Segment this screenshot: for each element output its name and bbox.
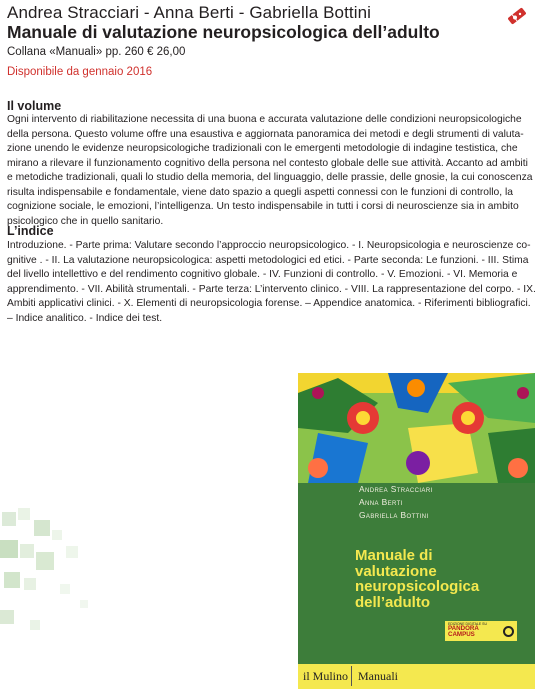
volume-heading: Il volume <box>7 99 62 113</box>
volume-description <box>7 113 537 229</box>
pandora-caption: EDIZIONE DIGITALE SU <box>448 622 488 626</box>
index-line: del livello intellettivo e del rendimento cognitivo globale. - IV. Funzioni di controllo. - V. Emozioni. - VI. Memoria e <box>7 269 518 280</box>
availability-note: Disponibile da gennaio 2016 <box>7 66 153 78</box>
index-line: – Indice analitico. - Indice dei test. <box>7 312 163 324</box>
decorative-squares <box>0 500 130 700</box>
cover-title-line: Manuale di <box>355 547 433 564</box>
cover-collana: Manuali <box>358 669 398 683</box>
series-info: Collana «Manuali» pp. 260 € 26,00 <box>7 46 186 58</box>
index-line: Introduzione. - Parte prima: Valutare secondo l’approccio neuropsicologico. - I. Neuropsicologia e neuroscienze co- <box>7 240 531 251</box>
cover-author: Gabriella Bottini <box>359 510 429 520</box>
volume-line: della persona. Questo volume offre una esaustiva e aggiornata panoramica dei metodi e degli strumenti di valuta- <box>7 128 524 140</box>
cover-author: Andrea Stracciari <box>359 484 433 494</box>
bar-divider <box>351 666 352 686</box>
pandora-campus-badge <box>445 621 517 641</box>
volume-line: Ogni intervento di riabilitazione necessita di una buona e accurata valutazione delle condizioni neuropsicologiche <box>7 114 522 125</box>
index-heading: L’indice <box>7 224 54 238</box>
cover-title-line: valutazione <box>355 562 437 580</box>
index-line: gnitive . - II. La valutazione neuropsicologica: aspetti metodologici ed etici. - Parte seconda: Le funzioni. - III. Stima <box>7 254 529 266</box>
publisher-logo-icon <box>505 4 529 28</box>
pandora-name-line: PANDORA <box>448 625 479 632</box>
cover-bottom-bar <box>298 664 535 689</box>
volume-line: e metodiche tradizionali, quali lo studio della memoria, del linguaggio, delle prassie, delle gnosie, la cui conoscenza <box>7 172 533 183</box>
pandora-ring-icon <box>503 626 514 637</box>
cover-title-line: neuropsicologica <box>355 578 480 595</box>
cover-author: Anna Berti <box>359 497 403 507</box>
volume-line: zione unendo le evidenze neuropsicologiche tradizionali con le emergenti metodologie di indagine testistica, che <box>7 143 518 154</box>
cover-title <box>355 548 535 610</box>
book-title: Manuale di valutazione neuropsicologica dell’adulto <box>7 22 440 42</box>
cover-title-line: dell’adulto <box>355 593 430 611</box>
cover-authors <box>359 483 433 522</box>
cover-artwork <box>298 373 535 483</box>
index-line: Ambiti applicativi clinici. - X. Elementi di neuropsicologia forense. – Appendice anatomica. - Riferimenti bibliografici. <box>7 298 531 309</box>
publisher-imprint: il Mulino <box>303 669 349 683</box>
volume-line: mirano a rilevare il funzionamento cognitivo della persona nel contesto globale delle sue attività. Accanto ad ambiti <box>7 157 528 169</box>
volume-line: psicologico che in quello sanitario. <box>7 215 164 227</box>
volume-line: cognizione sociale, le emozioni, l’intelligenza. Un testo indispensabile in tutti i corsi di neuroscienze sia in ambito <box>7 201 519 212</box>
pandora-name-line: CAMPUS <box>448 631 475 639</box>
table-of-contents <box>7 239 537 326</box>
book-authors: Andrea Stracciari - Anna Berti - Gabriella Bottini <box>7 3 372 22</box>
volume-line: risulta indispensabile e fondamentale, viene dato spazio a quegli aspetti connessi con le funzioni di controllo, la <box>7 186 514 198</box>
book-cover <box>298 373 535 689</box>
pandora-name <box>448 626 479 639</box>
index-line: apprendimento. - VII. Abilità strumentali. - Parte terza: L’intervento clinico. - VIII. La rappresentazione del corpo. - IX. <box>7 283 536 295</box>
